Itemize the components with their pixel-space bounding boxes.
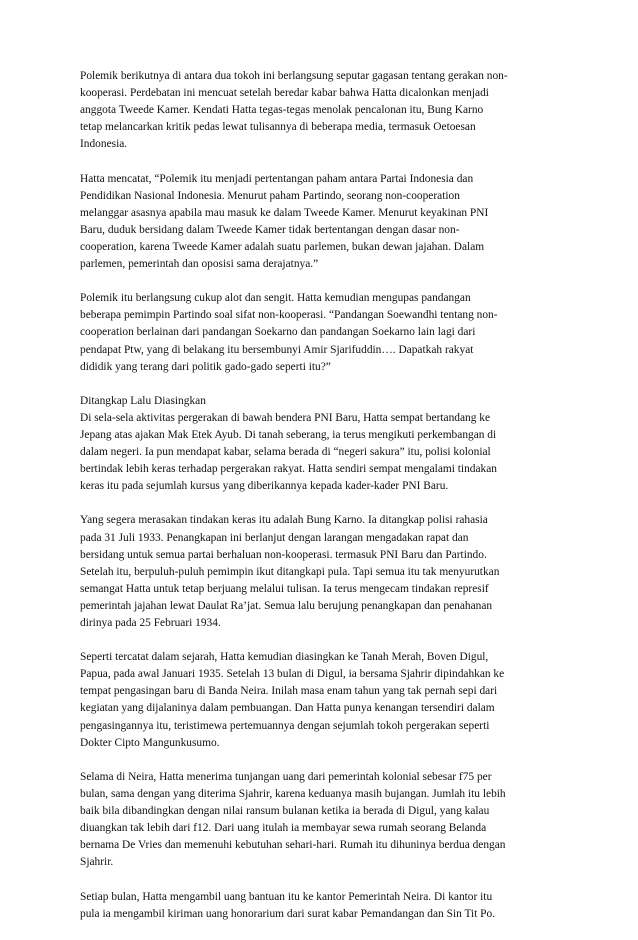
- text-line: dirinya pada 25 Februari 1934.: [80, 617, 221, 629]
- text-line: Pendidikan Nasional Indonesia. Menurut paham Partindo, seorang non-cooperation: [80, 189, 460, 202]
- paragraph: [80, 68, 568, 153]
- paragraph: [80, 769, 568, 872]
- text-line: melanggar asasnya apabila mau masuk ke dalam Tweede Kamer. Menurut keyakinan PNI: [80, 206, 489, 219]
- paragraph: [80, 512, 568, 632]
- text-line: pendapat Ptw, yang di belakang itu bersembunyi Amir Sjarifuddin…. Dapatkah rakyat: [80, 343, 474, 356]
- text-line: Selama di Neira, Hatta menerima tunjangan uang dari pemerintah kolonial sebesar f75 per: [80, 770, 492, 783]
- text-line: bulan, sama dengan yang diterima Sjahrir, karena keduanya masih bujangan. Jumlah itu lebih: [80, 787, 506, 800]
- text-line: pemerintah jajahan lewat Daulat Ra’jat. Semua lalu berujung penangkapan dan penahanan: [80, 599, 493, 612]
- text-line: kegiatan yang dijalaninya dalam pembuangan. Dan Hatta punya kenangan tersendiri dalam: [80, 702, 495, 715]
- text-line: cooperation berlainan dari pandangan Soekarno dan pandangan Soekarno lain lagi dari: [80, 326, 476, 339]
- text-line: pengasingannya itu, teristimewa pertemuannya dengan sejumlah tokoh pergerakan seperti: [80, 719, 490, 732]
- text-line: dididik yang terang dari politik gado-gado seperti itu?”: [80, 360, 331, 373]
- section-heading: Ditangkap Lalu Diasingkan: [80, 394, 206, 407]
- text-line: cooperation, karena Tweede Kamer adalah suatu parlemen, bukan dewan jajahan. Dalam: [80, 240, 485, 253]
- text-line: baik bila dibandingkan dengan nilai ransum bulanan ketika ia berada di Digul, yang kalau: [80, 805, 490, 818]
- text-line: Setelah itu, berpuluh-puluh pemimpin ikut ditangkapi pula. Tapi semua itu tak menyurutkan: [80, 565, 500, 578]
- text-line: Sjahrir.: [80, 856, 114, 869]
- text-line: Papua, pada awal Januari 1935. Setelah 13 bulan di Digul, ia bersama Sjahrir dipindahkan ke: [80, 668, 505, 681]
- text-line: anggota Tweede Kamer. Kendati Hatta tegas-tegas menolak pencalonan itu, Bung Karno: [80, 104, 484, 117]
- text-line: Di sela-sela aktivitas pergerakan di bawah bendera PNI Baru, Hatta sempat bertandang ke: [80, 411, 491, 424]
- text-line: bernama De Vries dan memenuhi kebutuhan sehari-hari. Rumah itu dihuninya berdua dengan: [80, 839, 506, 852]
- text-line: Jepang atas ajakan Mak Etek Ayub. Di tanah seberang, ia terus mengikuti perkembangan di: [80, 428, 497, 441]
- text-line: keras itu pada sejumlah kursus yang diberikannya kepada kader-kader PNI Baru.: [80, 480, 449, 493]
- text-line: kooperasi. Perdebatan ini mencuat setelah beredar kabar bahwa Hatta dicalonkan menjadi: [80, 87, 489, 100]
- text-line: tempat pengasingan baru di Banda Neira. Inilah masa enam tahun yang tak pernah sepi dari: [80, 685, 498, 698]
- paragraph: [80, 393, 568, 496]
- text-line: Baru, duduk bersidang dalam Tweede Kamer tidak bertentangan dengan dasar non-: [80, 223, 460, 236]
- paragraph: [80, 889, 568, 923]
- text-line: beberapa pemimpin Partindo soal sifat non-kooperasi. “Pandangan Soewandhi tentang non-: [80, 309, 498, 322]
- text-line: bersidang untuk semua partai berhaluan non-kooperasi. termasuk PNI Baru dan Partindo.: [80, 548, 487, 561]
- text-line: semangat Hatta untuk tetap berjuang melalui tulisan. Ia terus mengecam tindakan represif: [80, 582, 489, 595]
- text-line: diuangkan tak lebih dari f12. Dari uang itulah ia membayar sewa rumah seorang Belanda: [80, 822, 487, 835]
- text-line: pada 31 Juli 1933. Penangkapan ini berlanjut dengan larangan mengadakan rapat dan: [80, 531, 469, 544]
- text-line: Polemik berikutnya di antara dua tokoh ini berlangsung seputar gagasan tentang gerakan non-: [80, 70, 508, 82]
- text-line: Setiap bulan, Hatta mengambil uang bantuan itu ke kantor Pemerintah Neira. Di kantor itu: [80, 890, 493, 903]
- text-line: dalam negeri. Ia pun mendapat kabar, selama berada di “negeri sakura” itu, polisi kolonial: [80, 446, 491, 459]
- paragraph: [80, 171, 568, 274]
- text-line: bertindak lebih keras terhadap pergerakan rakyat. Hatta sendiri sempat mengalami tindakan: [80, 463, 497, 476]
- text-line: Yang segera merasakan tindakan keras itu adalah Bung Karno. Ia ditangkap polisi rahasia: [80, 514, 488, 527]
- text-line: Hatta mencatat, “Polemik itu menjadi pertentangan paham antara Partai Indonesia dan: [80, 172, 474, 185]
- document-page: [80, 68, 568, 940]
- text-line: Dokter Cipto Mangunkusumo.: [80, 736, 220, 749]
- text-line: Indonesia.: [80, 138, 128, 151]
- paragraph: [80, 290, 568, 375]
- text-line: Polemik itu berlangsung cukup alot dan sengit. Hatta kemudian mengupas pandangan: [80, 292, 471, 305]
- text-line: tetap melancarkan kritik pedas lewat tulisannya di beberapa media, termasuk Oetoesan: [80, 121, 476, 134]
- text-line: Seperti tercatat dalam sejarah, Hatta kemudian diasingkan ke Tanah Merah, Boven Digul,: [80, 651, 489, 664]
- text-line: pula ia mengambil kiriman uang honorarium dari surat kabar Pemandangan dan Sin Tit Po.: [80, 907, 496, 920]
- paragraph: [80, 649, 568, 752]
- text-line: parlemen, pemerintah dan oposisi sama derajatnya.”: [80, 258, 319, 271]
